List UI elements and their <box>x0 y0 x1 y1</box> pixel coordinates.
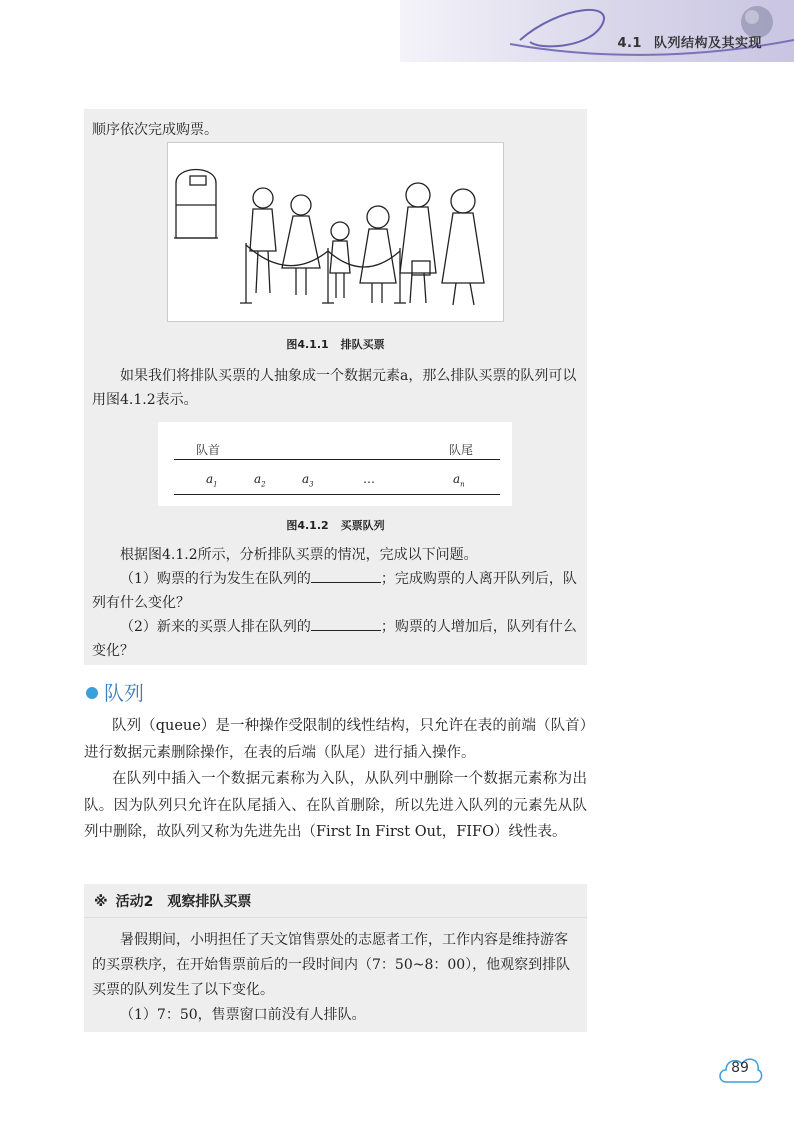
paragraph: （1）7：50，售票窗口前没有人排队。 <box>120 1007 366 1023</box>
paragraph: 暑假期间，小明担任了天文馆售票处的志愿者工作，工作内容是维持游客的买票秩序，在开始售票前后的一段时间内（7：50~8：00），他观察到排队买票的队列发生了以下变化。 <box>92 932 571 998</box>
queue-tail-label: 队尾 <box>449 443 474 457</box>
queue-element-a1: $a_1$ <box>206 472 218 489</box>
intro-text: 顺序依次完成购票。 <box>92 122 218 138</box>
queue-element-a2: $a_2$ <box>254 472 266 489</box>
paragraph: 如果我们将排队买票的人抽象成一个数据元素a，那么排队买票的队列可以用图4.1.2表示。 <box>92 368 577 408</box>
queue-people-drawing <box>168 143 503 321</box>
queue-top-line <box>174 459 500 460</box>
paragraph: 根据图4.1.2所示，分析排队买票的情况，完成以下问题。 <box>120 547 478 563</box>
queue-head-label: 队首 <box>196 443 221 457</box>
section-body <box>84 713 587 846</box>
paragraph: 在队列中插入一个数据元素称为入队，从队列中删除一个数据元素称为出队。因为队列只允许在队尾插入、在队首删除，所以先进入队列的元素先从队列中删除，故队列又称为先进先出（First In First Out，FIFO）线性表。 <box>84 771 587 840</box>
page-number: 89 <box>731 1060 749 1076</box>
figure-caption: 图4.1.2 买票队列 <box>286 519 385 532</box>
queue-diagram <box>158 422 512 506</box>
section-bullet-icon <box>86 687 98 699</box>
queue-bottom-line <box>174 494 500 495</box>
queue-element-an: $a_n$ <box>453 472 465 489</box>
queue-element-a3: $a_3$ <box>302 472 314 489</box>
question-2: （2）新来的买票人排在队列的 ；购票的人增加后，队列有什么变化？ <box>92 615 584 663</box>
question-group <box>92 543 584 663</box>
running-header: 4.1 队列结构及其实现 <box>617 36 762 51</box>
answer-blank[interactable] <box>311 568 381 583</box>
question-1: （1）购票的行为发生在队列的 ；完成购票的人离开队列后，队列有什么变化？ <box>92 567 584 615</box>
activity-heading: ※ 活动2 观察排队买票 <box>84 884 587 918</box>
queue-element-ellipsis: … <box>363 472 375 486</box>
activity-box <box>84 884 587 1032</box>
answer-blank[interactable] <box>311 616 381 631</box>
queue-illustration <box>167 142 504 322</box>
paragraph: 队列（queue）是一种操作受限制的线性结构，只允许在表的前端（队首）进行数据元素删除操作，在表的后端（队尾）进行插入操作。 <box>84 718 587 761</box>
section-title: 队列 <box>104 681 144 705</box>
activity-box <box>84 109 587 665</box>
figure-caption: 图4.1.1 排队买票 <box>286 338 385 351</box>
